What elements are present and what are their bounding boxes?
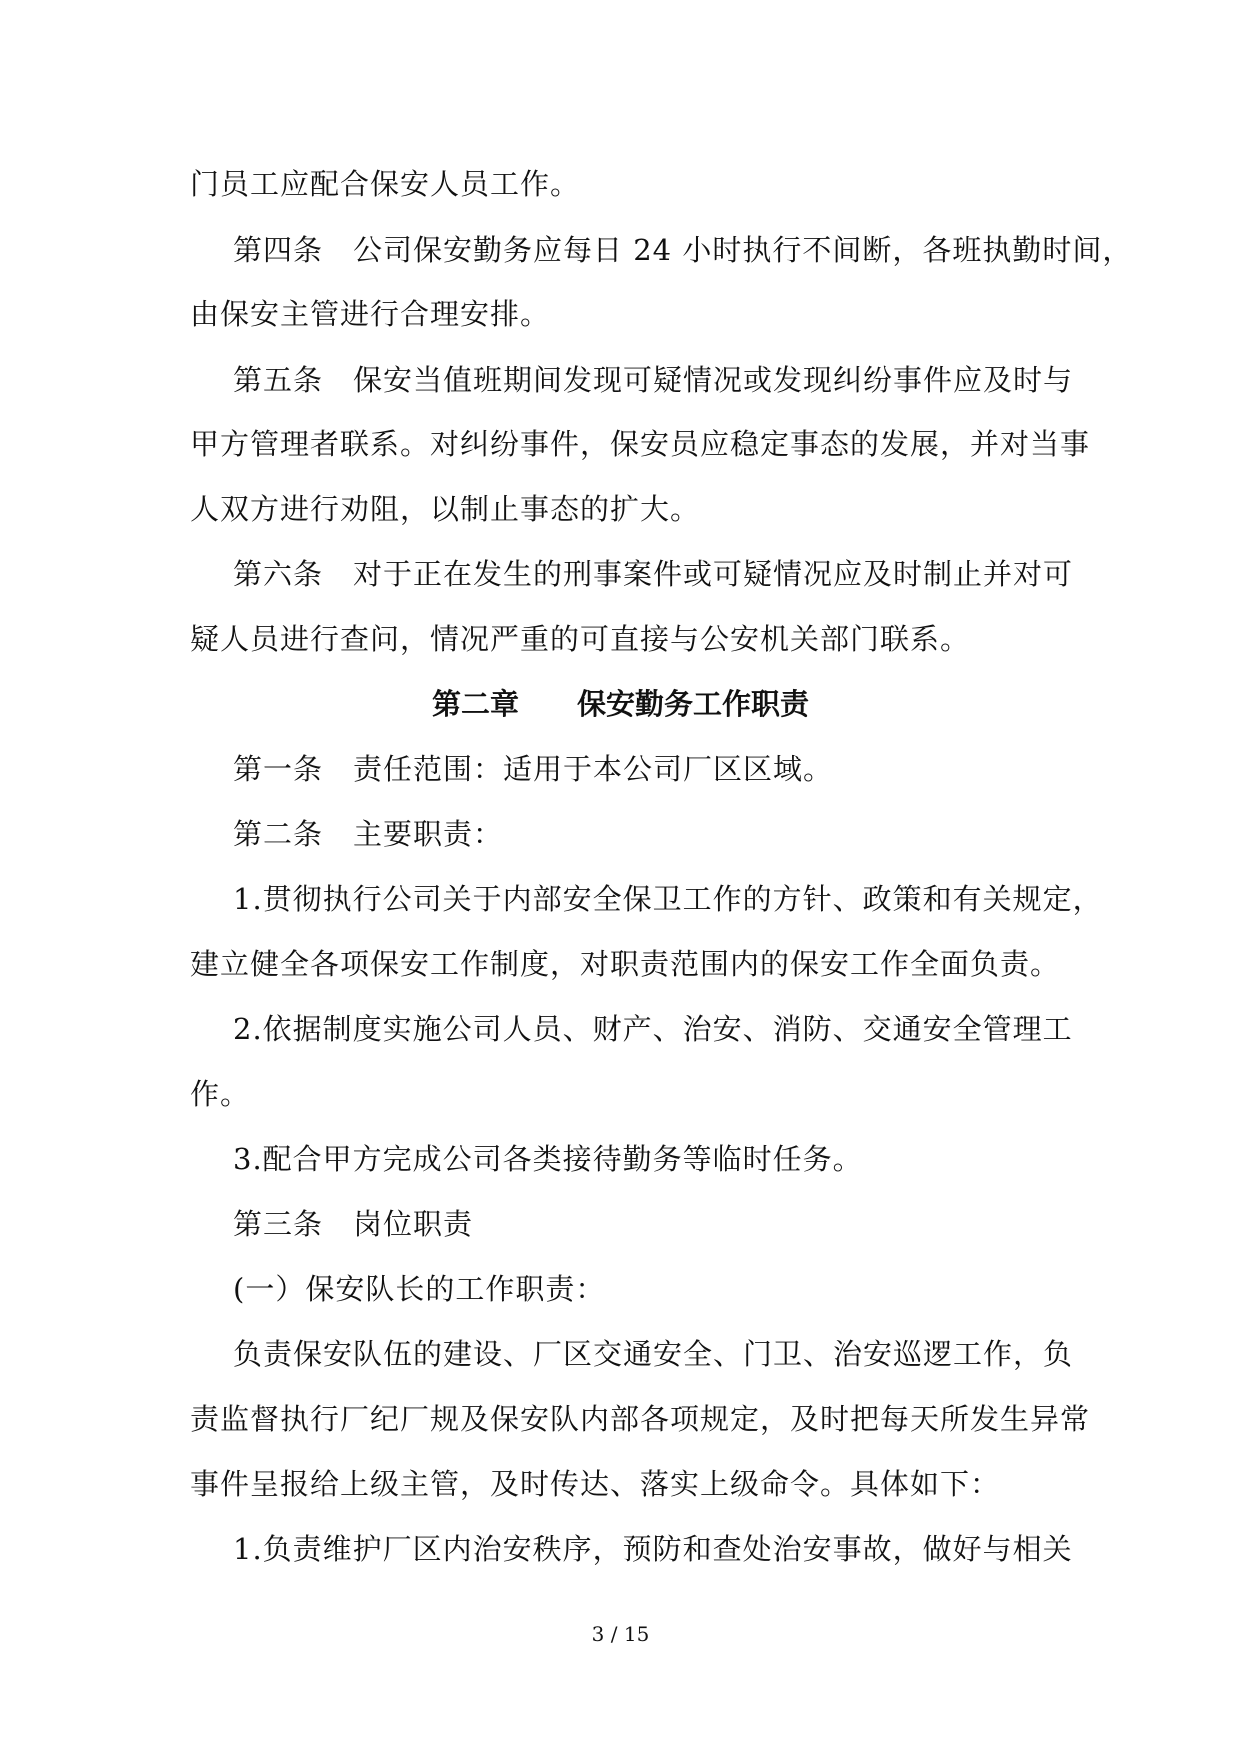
page-number: 3 / 15 [591, 1622, 650, 1646]
text-line: (一）保安队长的工作职责： [233, 1272, 606, 1306]
text-line: 3.配合甲方完成公司各类接待勤务等临时任务。 [233, 1142, 863, 1176]
text-line: 人双方进行劝阻，以制止事态的扩大。 [190, 492, 701, 526]
text-line: 第二条 主要职责： [233, 817, 504, 851]
text-line: 第四条 公司保安勤务应每日 24 小时执行不间断，各班执勤时间， [233, 233, 1133, 267]
text-line: 责监督执行厂纪厂规及保安队内部各项规定，及时把每天所发生异常 [190, 1402, 1091, 1436]
text-line: 事件呈报给上级主管，及时传达、落实上级命令。具体如下： [190, 1467, 1001, 1501]
text-line: 第五条 保安当值班期间发现可疑情况或发现纠纷事件应及时与 [233, 363, 1074, 397]
text-line: 1.贯彻执行公司关于内部安全保卫工作的方针、政策和有关规定， [233, 882, 1103, 916]
text-line: 疑人员进行查问，情况严重的可直接与公安机关部门联系。 [190, 622, 971, 656]
text-line: 甲方管理者联系。对纠纷事件，保安员应稳定事态的发展，并对当事 [190, 427, 1091, 461]
text-line: 第六条 对于正在发生的刑事案件或可疑情况应及时制止并对可 [233, 557, 1074, 591]
text-line: 2.依据制度实施公司人员、财产、治安、消防、交通安全管理工 [233, 1012, 1073, 1046]
text-line: 作。 [190, 1077, 251, 1111]
chapter-heading: 第二章 保安勤务工作职责 [431, 687, 809, 721]
text-line: 1.负责维护厂区内治安秩序，预防和查处治安事故，做好与相关 [233, 1532, 1073, 1566]
text-line: 第一条 责任范围：适用于本公司厂区区域。 [233, 752, 834, 786]
text-line: 负责保安队伍的建设、厂区交通安全、门卫、治安巡逻工作，负 [233, 1337, 1074, 1371]
text-line: 门员工应配合保安人员工作。 [190, 167, 581, 201]
text-line: 由保安主管进行合理安排。 [190, 297, 551, 331]
text-line: 第三条 岗位职责 [233, 1207, 474, 1241]
text-line: 建立健全各项保安工作制度，对职责范围内的保安工作全面负责。 [190, 947, 1061, 981]
